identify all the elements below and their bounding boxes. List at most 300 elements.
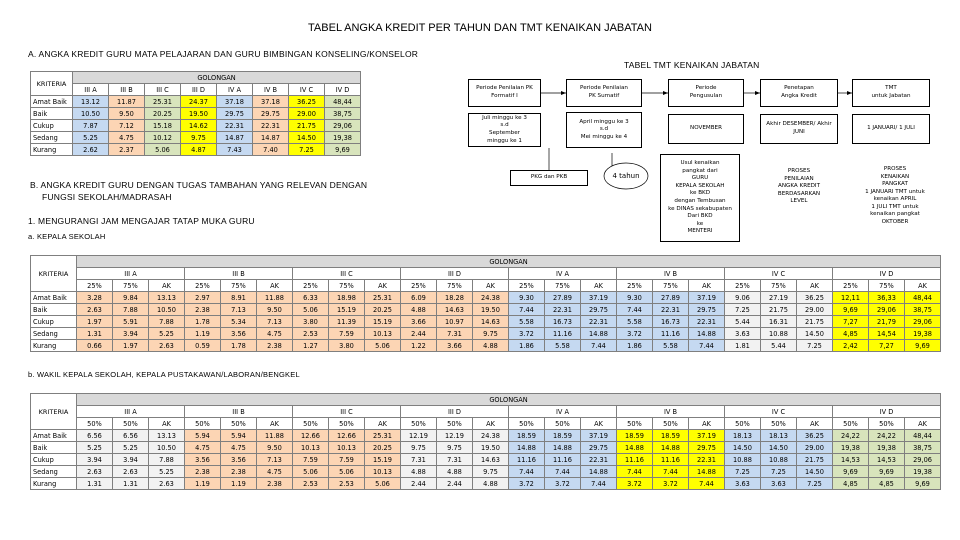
table-row	[31, 478, 941, 490]
row-label: Cukup	[31, 454, 77, 466]
row-label: Kurang	[31, 340, 77, 352]
arrow-head	[561, 91, 566, 95]
sub-header: 75%	[869, 280, 905, 292]
sub-header: 50%	[617, 418, 653, 430]
table-cell: 11.87	[109, 96, 145, 108]
table-cell: 2.53	[293, 478, 329, 490]
table-cell: 14,54	[869, 328, 905, 340]
table-cell: 48,44	[905, 430, 941, 442]
sub-header: 25%	[293, 280, 329, 292]
table-cell: 4.75	[257, 328, 293, 340]
table-cell: 2.38	[221, 466, 257, 478]
table-cell: 6.09	[401, 292, 437, 304]
row-label: Baik	[31, 108, 73, 120]
table-cell: 4.88	[473, 478, 509, 490]
sub-header: 75%	[113, 280, 149, 292]
table-cell: 20.25	[365, 442, 401, 454]
table-cell: 21,79	[869, 316, 905, 328]
section-b-heading: B. ANGKA KREDIT GURU DENGAN TUGAS TAMBAHAN YANG RELEVAN DENGAN	[30, 180, 368, 190]
table-cell: 1.86	[509, 340, 545, 352]
table-row	[31, 304, 941, 316]
table-cell: 36.25	[289, 96, 325, 108]
table-cell: 14.88	[581, 466, 617, 478]
criteria-header: KRITERIA	[31, 72, 73, 96]
table-cell: 4,85	[833, 478, 869, 490]
row-label: Baik	[31, 304, 77, 316]
table-cell: 7.13	[257, 316, 293, 328]
table-cell: 48,44	[905, 292, 941, 304]
group-header: III A	[77, 268, 185, 280]
table-cell: 18.28	[437, 292, 473, 304]
flow-box-penetapan: Penetapan Angka Kredit	[760, 79, 838, 107]
table-cell: 3.72	[653, 478, 689, 490]
table-cell: 1.31	[77, 328, 113, 340]
sub-header: 50%	[329, 418, 365, 430]
group-header: III D	[401, 268, 509, 280]
table-cell: 1.97	[77, 316, 113, 328]
row-label: Cukup	[31, 316, 77, 328]
table-cell: 2.62	[73, 144, 109, 156]
table-cell: 4.75	[221, 442, 257, 454]
table-cell: 14.87	[217, 132, 253, 144]
sub-header: 25%	[509, 280, 545, 292]
flow-box-tmt: TMT untuk Jabatan	[852, 79, 930, 107]
section-a-heading: A. ANGKA KREDIT GURU MATA PELAJARAN DAN GURU BIMBINGAN KONSELING/KONSELOR	[28, 49, 419, 59]
table-cell: 10.50	[149, 304, 185, 316]
column-header: III A	[73, 84, 109, 96]
sub-header: AK	[149, 418, 185, 430]
row-label: Kurang	[31, 478, 77, 490]
table-cell: 37.19	[581, 430, 617, 442]
table-cell: 5.25	[149, 466, 185, 478]
group-header: III C	[293, 268, 401, 280]
table-cell: 7.25	[725, 304, 761, 316]
golongan-header: GOLONGAN	[77, 394, 941, 406]
table-cell: 29.75	[581, 304, 617, 316]
sub-header: 75%	[221, 280, 257, 292]
table-cell: 10.12	[145, 132, 181, 144]
table-cell: 37.19	[581, 292, 617, 304]
sub-header: 25%	[185, 280, 221, 292]
table-cell: 25.31	[365, 430, 401, 442]
table-cell: 22.31	[689, 316, 725, 328]
table-cell: 38,75	[325, 108, 361, 120]
table-cell: 2.63	[77, 466, 113, 478]
table-cell: 9.30	[617, 292, 653, 304]
table-cell: 48,44	[325, 96, 361, 108]
table-cell: 10.13	[365, 466, 401, 478]
table-cell: 14.50	[761, 442, 797, 454]
table-cell: 9,69	[833, 466, 869, 478]
table-cell: 1.86	[617, 340, 653, 352]
sub-header: 50%	[113, 418, 149, 430]
sub-header: 50%	[833, 418, 869, 430]
table-cell: 15.19	[329, 304, 365, 316]
table-cell: 36.25	[797, 430, 833, 442]
table-cell: 2.53	[293, 328, 329, 340]
sub-header: AK	[797, 280, 833, 292]
flow-box-pengusulan: Periode Pengusulan	[668, 79, 744, 107]
sub-header: 75%	[545, 280, 581, 292]
table-cell: 1.31	[77, 478, 113, 490]
row-label: Sedang	[31, 328, 77, 340]
sub-header: AK	[689, 418, 725, 430]
table-cell: 5.06	[329, 466, 365, 478]
table-cell: 14.63	[473, 454, 509, 466]
table-cell: 4.75	[185, 442, 221, 454]
section-b-heading-2: FUNGSI SEKOLAH/MADRASAH	[42, 192, 172, 202]
table-cell: 10.88	[761, 328, 797, 340]
sub-header: AK	[473, 280, 509, 292]
table-cell: 15.19	[365, 316, 401, 328]
sub-header: 50%	[653, 418, 689, 430]
flow-connectors	[0, 0, 960, 250]
table-cell: 6.56	[113, 430, 149, 442]
table-cell: 2.63	[77, 304, 113, 316]
sub-header: AK	[797, 418, 833, 430]
table-cell: 1.78	[221, 340, 257, 352]
sub-header: 75%	[761, 280, 797, 292]
row-label: Baik	[31, 442, 77, 454]
table-cell: 37.18	[217, 96, 253, 108]
table-cell: 18.13	[725, 430, 761, 442]
table-cell: 27.89	[545, 292, 581, 304]
column-header: IV C	[289, 84, 325, 96]
table-cell: 18.59	[509, 430, 545, 442]
table-cell: 9.75	[473, 466, 509, 478]
flow-box-november: NOVEMBER	[668, 114, 744, 144]
table-cell: 2.63	[113, 466, 149, 478]
table-cell: 3.66	[401, 316, 437, 328]
table-cell: 10.13	[329, 442, 365, 454]
table-cell: 9,69	[325, 144, 361, 156]
group-header: III B	[185, 406, 293, 418]
row-label: Amat Baik	[31, 430, 77, 442]
table-cell: 9.75	[401, 442, 437, 454]
sub-header: AK	[581, 418, 617, 430]
section-bb-heading: b. WAKIL KEPALA SEKOLAH, KEPALA PUSTAKAWAN/LABORAN/BENGKEL	[28, 370, 300, 379]
table-cell: 22.31	[581, 454, 617, 466]
table-cell: 10.88	[725, 454, 761, 466]
table-cell: 29.00	[797, 442, 833, 454]
table-cell: 14.50	[797, 328, 833, 340]
table-cell: 6.56	[77, 430, 113, 442]
table-cell: 7.88	[149, 316, 185, 328]
table-cell: 5.25	[113, 442, 149, 454]
table-cell: 11.88	[257, 430, 293, 442]
table-cell: 21.75	[797, 454, 833, 466]
table-cell: 21.75	[797, 316, 833, 328]
table-cell: 24.38	[473, 430, 509, 442]
table-cell: 22.31	[253, 120, 289, 132]
table-cell: 19,38	[869, 442, 905, 454]
table-cell: 5.44	[761, 340, 797, 352]
table-cell: 9.75	[181, 132, 217, 144]
table-cell: 2.63	[149, 340, 185, 352]
group-header: III A	[77, 406, 185, 418]
table-cell: 13.13	[149, 430, 185, 442]
table-cell: 22.31	[653, 304, 689, 316]
table-cell: 7.44	[617, 466, 653, 478]
group-header: IV A	[509, 406, 617, 418]
four-year-label: 4 tahun	[612, 172, 640, 180]
table-cell: 14.63	[473, 316, 509, 328]
sub-header: AK	[365, 418, 401, 430]
table-cell: 10.97	[437, 316, 473, 328]
table-cell: 4.75	[257, 466, 293, 478]
golongan-header: GOLONGAN	[77, 256, 941, 268]
table-cell: 24,22	[869, 430, 905, 442]
table-cell: 2.37	[109, 144, 145, 156]
table-cell: 7.40	[253, 144, 289, 156]
group-header: IV D	[833, 406, 941, 418]
table-cell: 7.44	[581, 340, 617, 352]
sub-header: AK	[905, 418, 941, 430]
table-cell: 7.25	[797, 478, 833, 490]
table-row	[31, 316, 941, 328]
table-cell: 38,75	[905, 304, 941, 316]
table-row	[31, 328, 941, 340]
group-header: III C	[293, 406, 401, 418]
table-cell: 9,69	[905, 340, 941, 352]
table-cell: 5.06	[293, 466, 329, 478]
row-label: Amat Baik	[31, 292, 77, 304]
sub-header: AK	[365, 280, 401, 292]
group-header: IV B	[617, 268, 725, 280]
table-cell: 3.63	[725, 478, 761, 490]
table-cell: 29.75	[581, 442, 617, 454]
sub-header: 50%	[77, 418, 113, 430]
table-cell: 6.33	[293, 292, 329, 304]
table-cell: 4.88	[401, 304, 437, 316]
table-cell: 19,38	[905, 466, 941, 478]
table-cell: 3.72	[617, 478, 653, 490]
table-cell: 5.94	[185, 430, 221, 442]
table-cell: 5.58	[653, 340, 689, 352]
table-row	[31, 466, 941, 478]
table-cell: 3.94	[77, 454, 113, 466]
table-cell: 18.98	[329, 292, 365, 304]
flow-box-desember: Akhir DESEMBER/ Akhir JUNI	[760, 114, 838, 144]
table-cell: 29,06	[325, 120, 361, 132]
table-cell: 14.87	[253, 132, 289, 144]
table-cell: 7.59	[293, 454, 329, 466]
sub-header: 50%	[185, 418, 221, 430]
table-cell: 38,75	[905, 442, 941, 454]
table-cell: 1.22	[401, 340, 437, 352]
table-cell: 3.28	[77, 292, 113, 304]
column-header: IV B	[253, 84, 289, 96]
table-cell: 11.16	[653, 328, 689, 340]
column-header: IV D	[325, 84, 361, 96]
sub-header: 50%	[437, 418, 473, 430]
table-cell: 18.59	[653, 430, 689, 442]
table-cell: 11.16	[545, 328, 581, 340]
row-label: Sedang	[31, 466, 77, 478]
table-cell: 14.63	[437, 304, 473, 316]
table-cell: 14.88	[545, 442, 581, 454]
table-cell: 24,22	[833, 430, 869, 442]
column-header: IV A	[217, 84, 253, 96]
group-header: IV A	[509, 268, 617, 280]
section-b1-heading: 1. MENGURANGI JAM MENGAJAR TATAP MUKA GURU	[28, 216, 255, 226]
table-cell: 5.58	[545, 340, 581, 352]
table-cell: 29.00	[797, 304, 833, 316]
table-cell: 3.72	[545, 478, 581, 490]
table-cell: 19,38	[833, 442, 869, 454]
table-cell: 2.44	[401, 478, 437, 490]
table-cell: 36.25	[797, 292, 833, 304]
table-cell: 3.63	[761, 478, 797, 490]
table-cell: 1.31	[113, 478, 149, 490]
table-cell: 16.73	[545, 316, 581, 328]
flow-box-pkg: PKG dan PKB	[510, 170, 588, 186]
table-cell: 14,53	[869, 454, 905, 466]
table-cell: 2.63	[149, 478, 185, 490]
flow-box-formatif: Periode Penilaian PK Formatif I	[468, 79, 541, 107]
table-cell: 12.19	[437, 430, 473, 442]
table-cell: 15.19	[365, 454, 401, 466]
table-cell: 24.38	[473, 292, 509, 304]
table-cell: 7.31	[437, 454, 473, 466]
sub-header: 25%	[77, 280, 113, 292]
table-cell: 25.31	[365, 292, 401, 304]
table-cell: 21.75	[289, 120, 325, 132]
table-cell: 37.18	[253, 96, 289, 108]
arrow-head	[847, 91, 852, 95]
table-cell: 3.80	[293, 316, 329, 328]
table-cell: 37.19	[689, 292, 725, 304]
table-cell: 4.88	[473, 340, 509, 352]
table-cell: 10.13	[293, 442, 329, 454]
table-cell: 4.88	[401, 466, 437, 478]
table-cell: 1.81	[725, 340, 761, 352]
table-cell: 14.88	[617, 442, 653, 454]
table-cell: 7.59	[329, 328, 365, 340]
table-cell: 5.06	[293, 304, 329, 316]
table-cell: 7,27	[833, 316, 869, 328]
table-cell: 11.16	[653, 454, 689, 466]
flow-box-januari: 1 JANUARI/ 1 JULI	[852, 114, 930, 144]
row-label: Kurang	[31, 144, 73, 156]
table-cell: 3.66	[437, 340, 473, 352]
table-cell: 5.58	[617, 316, 653, 328]
tmt-table-title: TABEL TMT KENAIKAN JABATAN	[624, 60, 760, 70]
table-cell: 7.44	[689, 478, 725, 490]
group-header: IV B	[617, 406, 725, 418]
table-cell: 22.31	[545, 304, 581, 316]
table-cell: 7.25	[797, 340, 833, 352]
flow-box-sumatif: Periode Penilaian PK Sumatif	[566, 79, 642, 107]
sub-header: 50%	[293, 418, 329, 430]
table-cell: 2.38	[257, 478, 293, 490]
table-cell: 7.12	[109, 120, 145, 132]
table-cell: 9,69	[905, 478, 941, 490]
sub-header: AK	[689, 280, 725, 292]
table-cell: 16.73	[653, 316, 689, 328]
table-cell: 5.91	[113, 316, 149, 328]
table-cell: 9,69	[833, 304, 869, 316]
table-cell: 7.44	[509, 466, 545, 478]
table-cell: 1.78	[185, 316, 221, 328]
table-cell: 4.75	[109, 132, 145, 144]
sub-header: 50%	[545, 418, 581, 430]
criteria-header: KRITERIA	[31, 394, 77, 430]
table-cell: 25.31	[145, 96, 181, 108]
table-cell: 8.91	[221, 292, 257, 304]
table-cell: 7,27	[869, 340, 905, 352]
table-cell: 22.31	[581, 316, 617, 328]
sub-header: AK	[257, 418, 293, 430]
table-cell: 13.12	[73, 96, 109, 108]
table-cell: 7.44	[581, 478, 617, 490]
sub-header: 75%	[329, 280, 365, 292]
table-cell: 2.44	[401, 328, 437, 340]
table-row	[31, 430, 941, 442]
arrow-head	[755, 91, 760, 95]
table-cell: 29.75	[217, 108, 253, 120]
table-cell: 2.38	[257, 340, 293, 352]
table-cell: 2.38	[185, 304, 221, 316]
table-cell: 15.18	[145, 120, 181, 132]
table-kepala-sekolah	[30, 255, 941, 352]
table-cell: 29,06	[905, 454, 941, 466]
table-cell: 7.44	[653, 466, 689, 478]
table-row	[31, 340, 941, 352]
table-cell: 2.38	[185, 466, 221, 478]
table-cell: 4.88	[437, 466, 473, 478]
table-cell: 1.97	[113, 340, 149, 352]
table-cell: 3.56	[221, 328, 257, 340]
table-cell: 4.87	[181, 144, 217, 156]
table-cell: 20.25	[145, 108, 181, 120]
column-header: III B	[109, 84, 145, 96]
table-cell: 11.88	[257, 292, 293, 304]
table-cell: 11.16	[509, 454, 545, 466]
table-row	[31, 442, 941, 454]
table-cell: 19.50	[181, 108, 217, 120]
sub-header: 50%	[761, 418, 797, 430]
row-label: Amat Baik	[31, 96, 73, 108]
table-cell: 5.25	[73, 132, 109, 144]
sub-header: 25%	[725, 280, 761, 292]
table-cell: 9.84	[113, 292, 149, 304]
table-cell: 29.75	[689, 304, 725, 316]
flow-box-juli: Juli minggu ke 3 s.d September minggu ke 1	[468, 113, 541, 147]
table-cell: 3.72	[509, 328, 545, 340]
criteria-header: KRITERIA	[31, 256, 77, 292]
table-cell: 0.66	[77, 340, 113, 352]
table-cell: 3.63	[725, 328, 761, 340]
table-cell: 3.56	[221, 454, 257, 466]
golongan-header: GOLONGAN	[73, 72, 361, 84]
table-cell: 27.19	[761, 292, 797, 304]
sub-header: AK	[257, 280, 293, 292]
table-cell: 12.66	[329, 430, 365, 442]
table-cell: 9.30	[509, 292, 545, 304]
table-cell: 3.80	[329, 340, 365, 352]
table-cell: 7.44	[689, 340, 725, 352]
table-cell: 7.13	[257, 454, 293, 466]
table-cell: 14.62	[181, 120, 217, 132]
table-cell: 14.50	[797, 466, 833, 478]
table-row	[31, 454, 941, 466]
table-cell: 29,06	[905, 316, 941, 328]
group-header: IV D	[833, 268, 941, 280]
table-cell: 3.94	[113, 454, 149, 466]
proses-kenaikan-text: PROSES KENAIKAN PANGKAT 1 JANUARI TMT untuk kenaikan APRIL 1 JULI TMT untuk kenaikan pangkat OKTOBER	[865, 166, 925, 225]
table-cell: 14.88	[653, 442, 689, 454]
